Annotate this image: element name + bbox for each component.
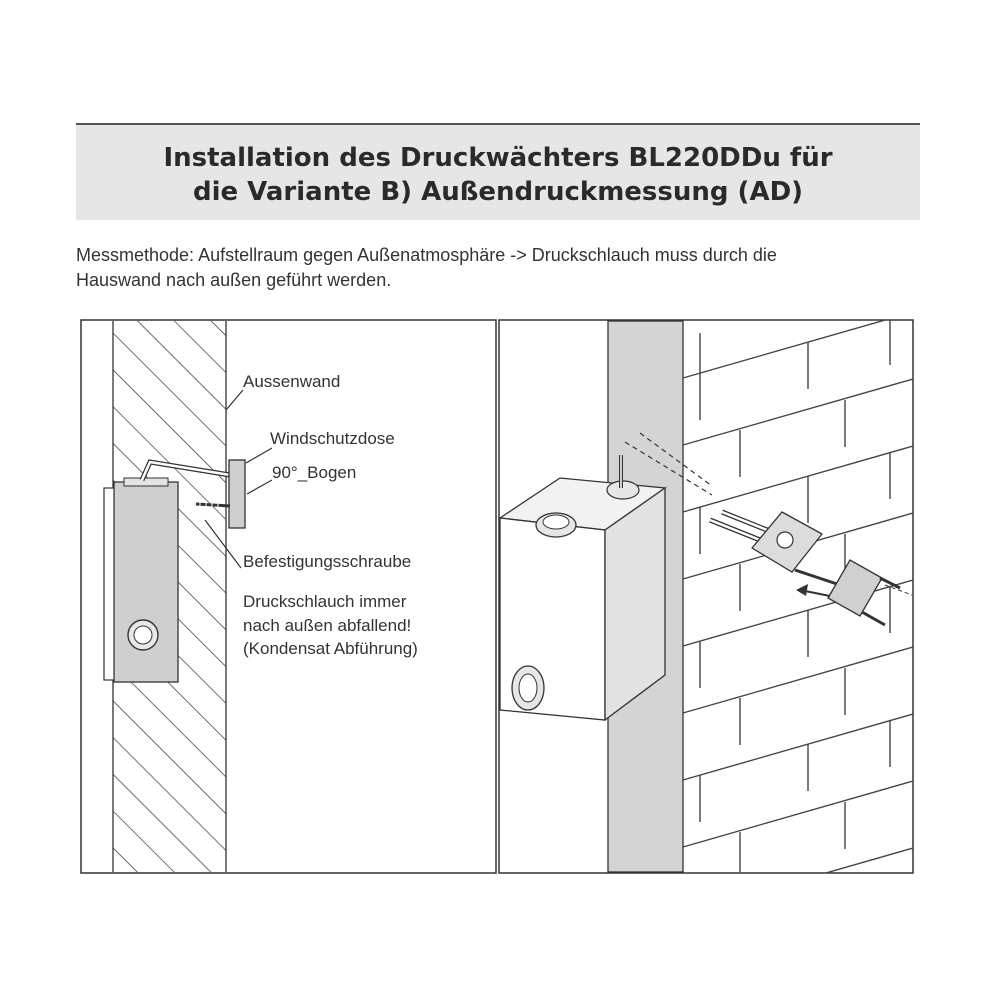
title-line-1: Installation des Druckwächters BL220DDu für — [163, 143, 833, 173]
description-line-2: Hauswand nach außen geführt werden. — [76, 270, 392, 290]
description-line-1: Messmethode: Aufstellraum gegen Außenatmosphäre -> Druckschlauch muss durch die — [76, 245, 777, 265]
note-line-1: Druckschlauch immer — [243, 592, 407, 611]
note-line-2: nach außen abfallend! — [243, 616, 412, 635]
wind-protection-box — [229, 460, 245, 528]
note-line-3: (Kondensat Abführung) — [243, 639, 418, 658]
right-isometric-panel — [499, 312, 913, 914]
pressure-switch-side-view — [104, 478, 178, 682]
label-windschutzdose: Windschutzdose — [270, 429, 395, 448]
title-line-2: die Variante B) Außendruckmessung (AD) — [192, 177, 804, 207]
label-befestigungsschraube: Befestigungsschraube — [243, 552, 412, 571]
label-bogen: 90°_Bogen — [272, 463, 357, 482]
label-aussenwand: Aussenwand — [243, 372, 341, 391]
